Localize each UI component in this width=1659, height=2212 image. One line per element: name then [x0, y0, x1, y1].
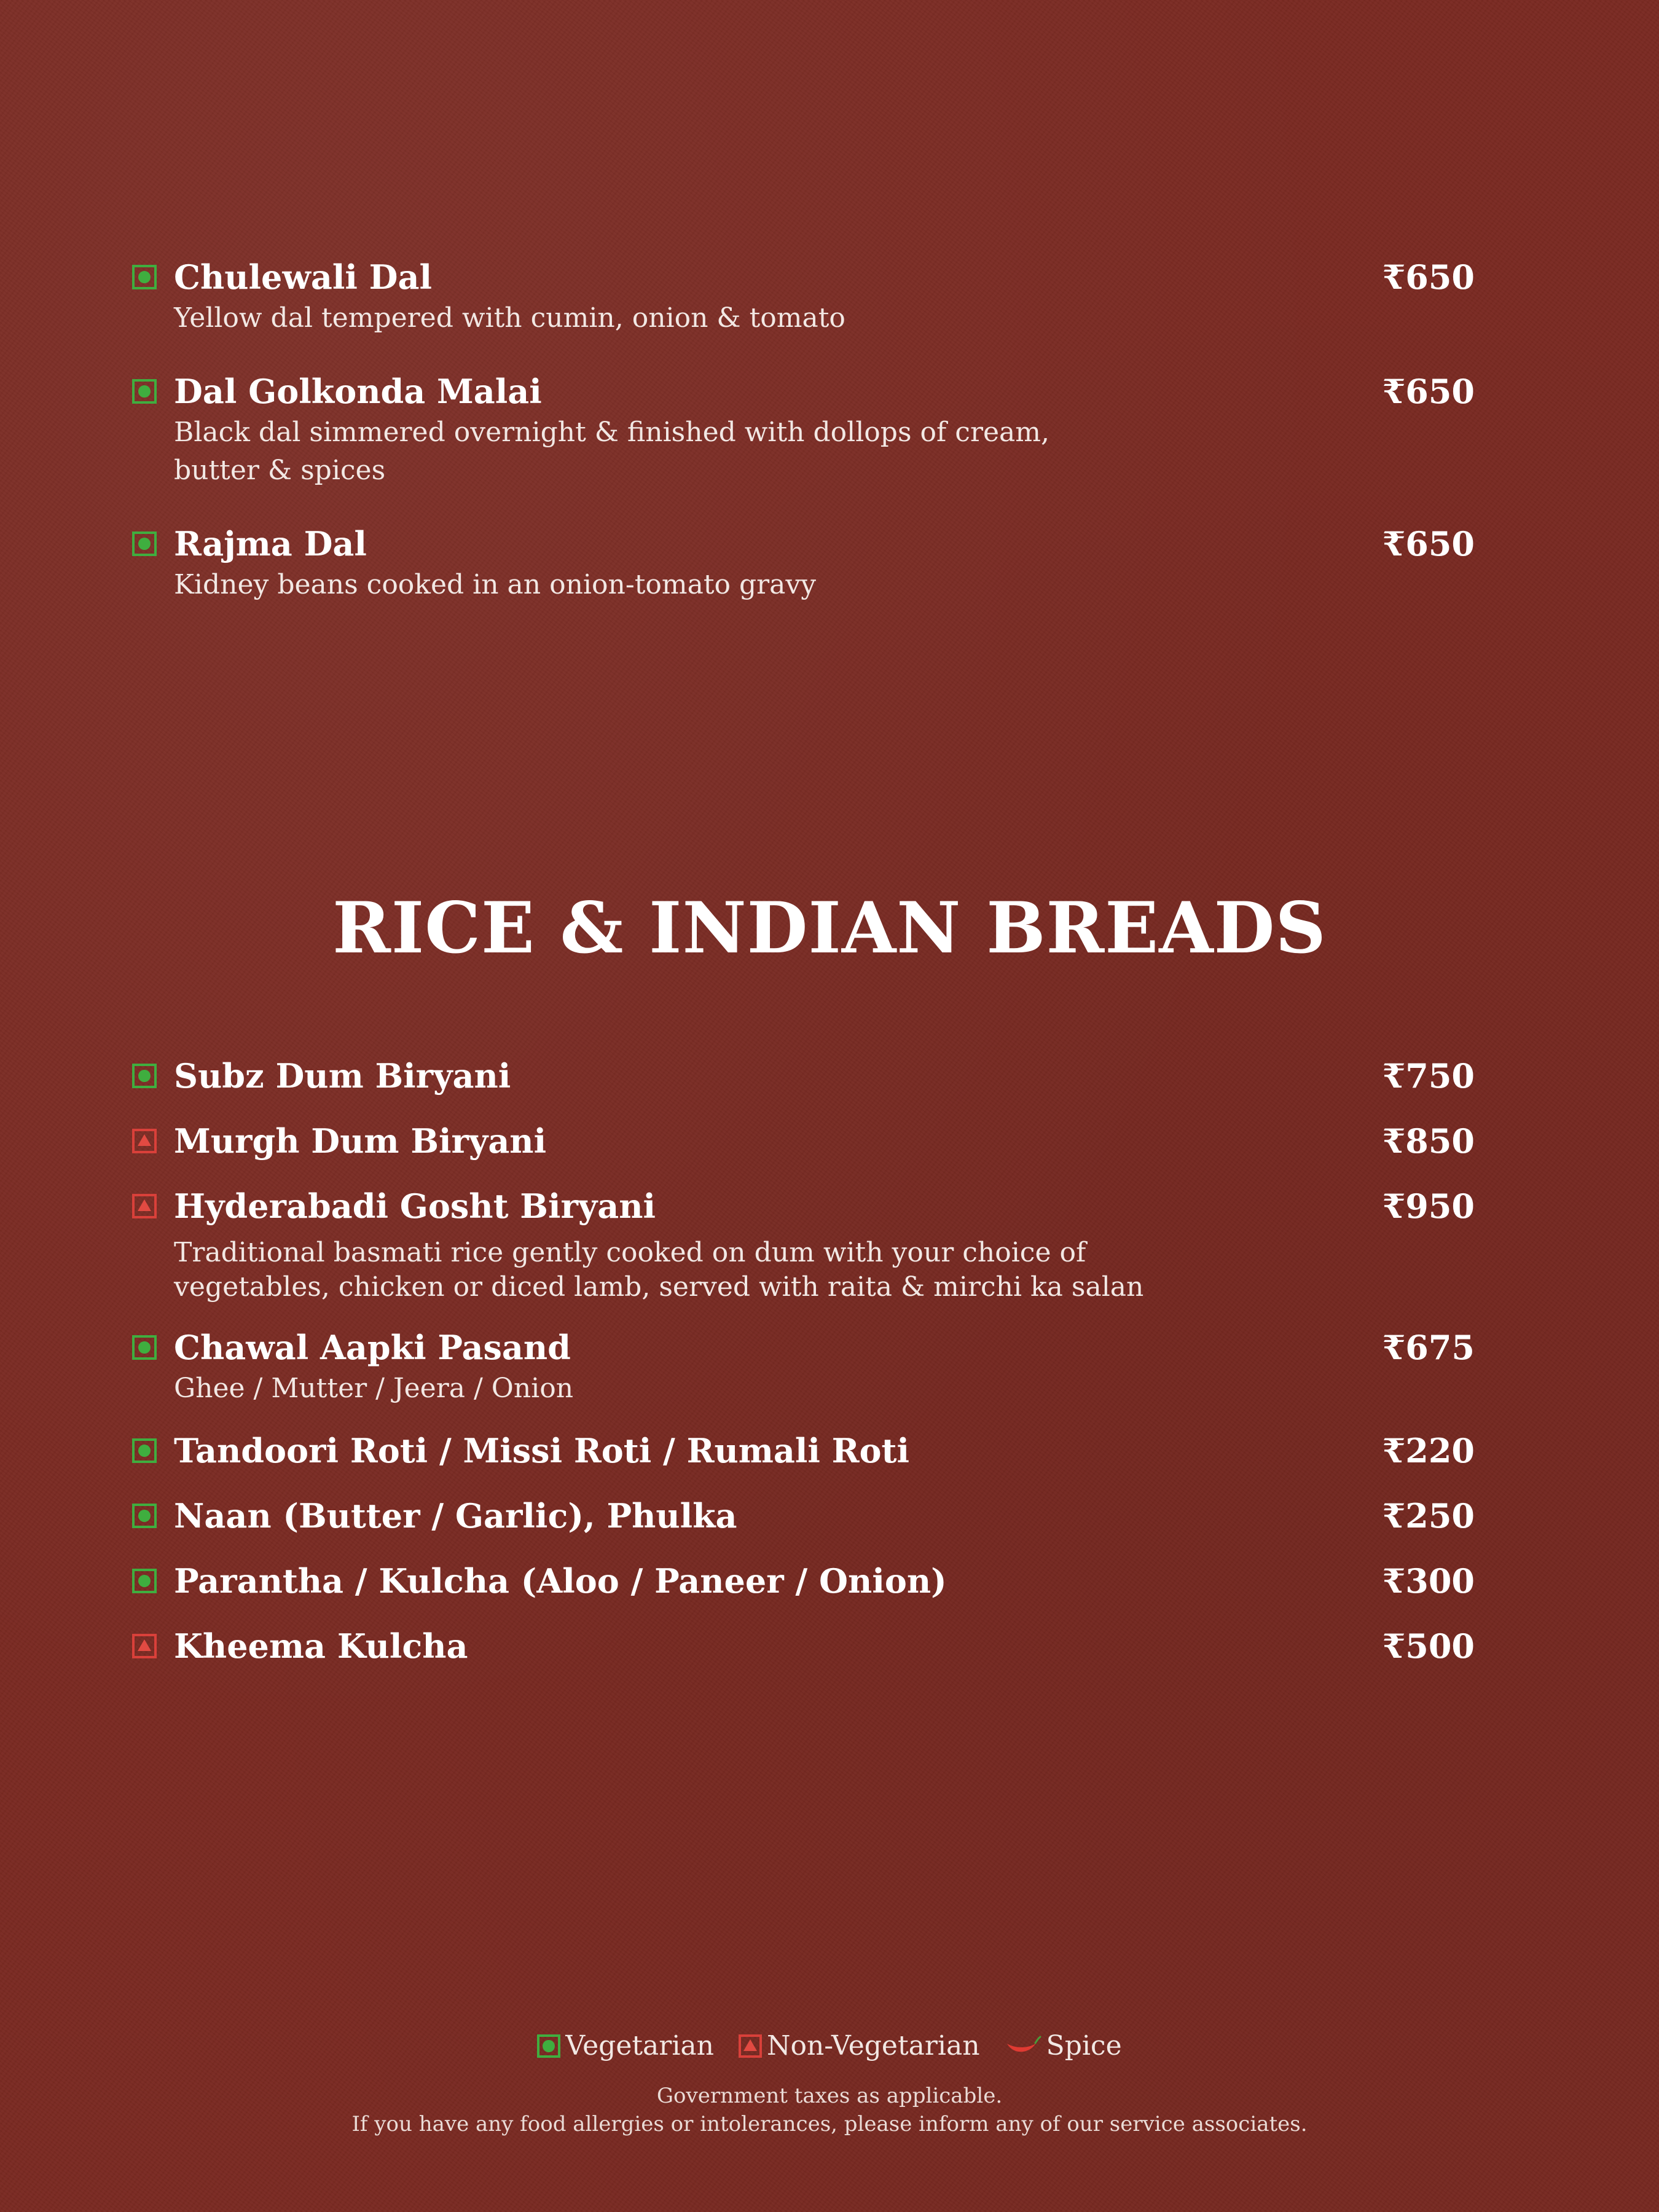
item-description [174, 414, 1218, 490]
menu-item-parantha-kulcha [132, 1559, 1475, 1603]
item-name: Tandoori Roti / Missi Roti / Rumali Roti [174, 1431, 910, 1470]
item-name: Murgh Dum Biryani [174, 1121, 547, 1161]
vegetarian-icon [537, 2034, 560, 2058]
item-description-line: vegetables, chicken or diced lamb, served with raita & mirchi ka salan [174, 1271, 1144, 1303]
item-name: Parantha / Kulcha (Aloo / Paneer / Onion) [174, 1561, 947, 1601]
non-vegetarian-icon [132, 1634, 157, 1658]
allergy-note: If you have any food allergies or intolerances, please inform any of our service associates. [351, 2112, 1308, 2136]
item-description: Ghee / Mutter / Jeera / Onion [174, 1373, 574, 1404]
vegetarian-icon [132, 1504, 157, 1528]
menu-item-subz-dum-biryani [132, 1054, 1475, 1098]
item-price: ₹650 [1382, 257, 1475, 297]
menu-item-chawal-aapki-pasand [132, 1325, 1475, 1408]
menu-item-chulewali-dal [132, 255, 1475, 337]
item-description-line: butter & spices [174, 455, 386, 486]
legend [0, 2028, 1659, 2065]
item-price: ₹220 [1382, 1431, 1475, 1470]
vegetarian-icon [132, 379, 157, 404]
item-price: ₹650 [1382, 524, 1475, 563]
dal-section [132, 255, 1475, 636]
menu-item-kheema-kulcha [132, 1624, 1475, 1668]
item-description [174, 1236, 1218, 1304]
item-price: ₹300 [1382, 1561, 1475, 1601]
item-description-line: Black dal simmered overnight & finished with dollops of cream, [174, 417, 1049, 448]
menu-item-dal-golkonda-malai [132, 369, 1475, 490]
item-price: ₹750 [1382, 1056, 1475, 1096]
item-name: Rajma Dal [174, 524, 367, 563]
non-vegetarian-icon [132, 1129, 157, 1153]
item-description: Kidney beans cooked in an onion-tomato gravy [174, 569, 817, 600]
vegetarian-icon [132, 1569, 157, 1593]
footnotes [0, 2082, 1659, 2138]
legend-spice [1005, 2028, 1122, 2065]
rice-breads-section [132, 1054, 1475, 1689]
item-price: ₹950 [1382, 1186, 1475, 1226]
vegetarian-icon [132, 531, 157, 556]
vegetarian-icon [132, 1064, 157, 1088]
item-price: ₹500 [1382, 1626, 1475, 1666]
legend-vegetarian [537, 2028, 714, 2065]
item-name: Hyderabadi Gosht Biryani [174, 1186, 656, 1226]
chili-icon [1005, 2034, 1041, 2058]
taxes-note: Government taxes as applicable. [656, 2084, 1003, 2108]
legend-spice-label: Spice [1046, 2030, 1122, 2061]
legend-non-vegetarian-label: Non-Vegetarian [766, 2030, 980, 2061]
non-vegetarian-icon [739, 2034, 762, 2058]
menu-item-rajma-dal [132, 522, 1475, 604]
item-description: Yellow dal tempered with cumin, onion & tomato [174, 302, 845, 334]
item-price: ₹250 [1382, 1496, 1475, 1535]
item-name: Kheema Kulcha [174, 1626, 468, 1666]
item-name: Chawal Aapki Pasand [174, 1328, 571, 1367]
menu-item-rotis [132, 1429, 1475, 1473]
vegetarian-icon [132, 265, 157, 289]
item-price: ₹850 [1382, 1121, 1475, 1161]
item-name: Subz Dum Biryani [174, 1056, 511, 1096]
item-price: ₹675 [1382, 1328, 1475, 1367]
menu-item-hyderabadi-gosht-biryani [132, 1184, 1475, 1304]
item-description-line: Traditional basmati rice gently cooked on dum with your choice of [174, 1237, 1086, 1268]
section-heading: RICE & INDIAN BREADS [332, 887, 1327, 969]
item-name: Naan (Butter / Garlic), Phulka [174, 1496, 737, 1535]
non-vegetarian-icon [132, 1194, 157, 1218]
item-name: Chulewali Dal [174, 257, 433, 297]
item-name: Dal Golkonda Malai [174, 372, 542, 411]
item-price: ₹650 [1382, 372, 1475, 411]
menu-item-murgh-dum-biryani [132, 1119, 1475, 1163]
legend-non-vegetarian [739, 2028, 980, 2065]
vegetarian-icon [132, 1438, 157, 1463]
legend-vegetarian-label: Vegetarian [565, 2030, 714, 2061]
vegetarian-icon [132, 1335, 157, 1360]
menu-item-naan-phulka [132, 1494, 1475, 1538]
